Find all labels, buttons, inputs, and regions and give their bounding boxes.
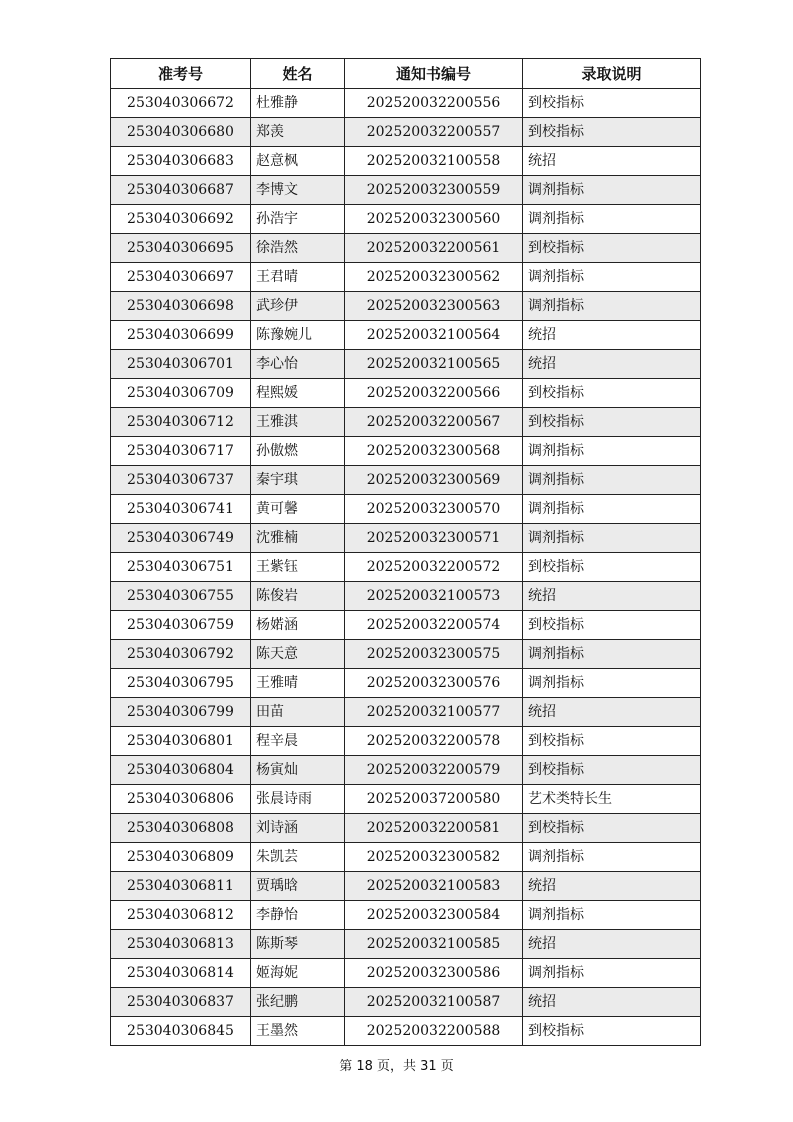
table-row	[111, 553, 701, 582]
student-name-cell: 沈雅楠	[251, 524, 345, 553]
table-row	[111, 408, 701, 437]
notice-number-cell: 202520032200567	[345, 408, 523, 437]
table-row	[111, 176, 701, 205]
admission-note-cell: 到校指标	[523, 89, 701, 118]
admission-note-cell: 调剂指标	[523, 176, 701, 205]
table-row	[111, 321, 701, 350]
student-name-cell: 黄可馨	[251, 495, 345, 524]
notice-number-cell: 202520032100564	[345, 321, 523, 350]
exam-number-cell: 253040306751	[111, 553, 251, 582]
table-row	[111, 988, 701, 1017]
header-notice-number: 通知书编号	[345, 59, 523, 89]
notice-number-cell: 202520032200556	[345, 89, 523, 118]
admission-note-cell: 调剂指标	[523, 669, 701, 698]
exam-number-cell: 253040306814	[111, 959, 251, 988]
exam-number-cell: 253040306697	[111, 263, 251, 292]
table-row	[111, 640, 701, 669]
admission-note-cell: 调剂指标	[523, 437, 701, 466]
student-name-cell: 张纪鹏	[251, 988, 345, 1017]
exam-number-cell: 253040306709	[111, 379, 251, 408]
table-row	[111, 495, 701, 524]
student-name-cell: 武珍伊	[251, 292, 345, 321]
admission-note-cell: 到校指标	[523, 379, 701, 408]
exam-number-cell: 253040306845	[111, 1017, 251, 1046]
exam-number-cell: 253040306683	[111, 147, 251, 176]
notice-number-cell: 202520032200574	[345, 611, 523, 640]
notice-number-cell: 202520032200566	[345, 379, 523, 408]
exam-number-cell: 253040306809	[111, 843, 251, 872]
table-row	[111, 582, 701, 611]
student-name-cell: 程辛晨	[251, 727, 345, 756]
admission-note-cell: 统招	[523, 582, 701, 611]
notice-number-cell: 202520032300571	[345, 524, 523, 553]
student-name-cell: 陈俊岩	[251, 582, 345, 611]
table-body	[111, 89, 701, 1046]
admission-note-cell: 到校指标	[523, 553, 701, 582]
header-exam-number: 准考号	[111, 59, 251, 89]
exam-number-cell: 253040306695	[111, 234, 251, 263]
admission-note-cell: 调剂指标	[523, 901, 701, 930]
table-row	[111, 843, 701, 872]
table-row	[111, 814, 701, 843]
notice-number-cell: 202520032100587	[345, 988, 523, 1017]
notice-number-cell: 202520032300575	[345, 640, 523, 669]
notice-number-cell: 202520032300568	[345, 437, 523, 466]
exam-number-cell: 253040306755	[111, 582, 251, 611]
exam-number-cell: 253040306812	[111, 901, 251, 930]
student-name-cell: 孙傲燃	[251, 437, 345, 466]
exam-number-cell: 253040306749	[111, 524, 251, 553]
notice-number-cell: 202520032300584	[345, 901, 523, 930]
notice-number-cell: 202520032100583	[345, 872, 523, 901]
header-name: 姓名	[251, 59, 345, 89]
notice-number-cell: 202520032200588	[345, 1017, 523, 1046]
student-name-cell: 陈天意	[251, 640, 345, 669]
student-name-cell: 姬海妮	[251, 959, 345, 988]
table-row	[111, 466, 701, 495]
admission-note-cell: 到校指标	[523, 611, 701, 640]
notice-number-cell: 202520032300562	[345, 263, 523, 292]
table-row	[111, 437, 701, 466]
student-name-cell: 徐浩然	[251, 234, 345, 263]
notice-number-cell: 202520032100565	[345, 350, 523, 379]
exam-number-cell: 253040306837	[111, 988, 251, 1017]
admission-note-cell: 调剂指标	[523, 263, 701, 292]
admission-note-cell: 调剂指标	[523, 205, 701, 234]
student-name-cell: 朱凯芸	[251, 843, 345, 872]
admission-note-cell: 统招	[523, 350, 701, 379]
student-name-cell: 王墨然	[251, 1017, 345, 1046]
student-name-cell: 王雅淇	[251, 408, 345, 437]
student-name-cell: 王紫钰	[251, 553, 345, 582]
student-name-cell: 李博文	[251, 176, 345, 205]
exam-number-cell: 253040306672	[111, 89, 251, 118]
admission-note-cell: 统招	[523, 930, 701, 959]
notice-number-cell: 202520032300563	[345, 292, 523, 321]
student-name-cell: 李心怡	[251, 350, 345, 379]
exam-number-cell: 253040306808	[111, 814, 251, 843]
notice-number-cell: 202520032300560	[345, 205, 523, 234]
notice-number-cell: 202520037200580	[345, 785, 523, 814]
student-name-cell: 秦宇琪	[251, 466, 345, 495]
table-row	[111, 89, 701, 118]
notice-number-cell: 202520032100573	[345, 582, 523, 611]
notice-number-cell: 202520032300576	[345, 669, 523, 698]
header-admission-note: 录取说明	[523, 59, 701, 89]
table-header-row	[111, 59, 701, 89]
exam-number-cell: 253040306801	[111, 727, 251, 756]
admission-note-cell: 调剂指标	[523, 959, 701, 988]
table-row	[111, 727, 701, 756]
student-name-cell: 张晨诗雨	[251, 785, 345, 814]
notice-number-cell: 202520032300569	[345, 466, 523, 495]
page-footer: 第 18 页，共 31 页	[339, 1059, 454, 1074]
admission-note-cell: 统招	[523, 988, 701, 1017]
notice-number-cell: 202520032100558	[345, 147, 523, 176]
exam-number-cell: 253040306701	[111, 350, 251, 379]
exam-number-cell: 253040306811	[111, 872, 251, 901]
table-row	[111, 379, 701, 408]
table-row	[111, 118, 701, 147]
exam-number-cell: 253040306813	[111, 930, 251, 959]
table-row	[111, 234, 701, 263]
notice-number-cell: 202520032100577	[345, 698, 523, 727]
exam-number-cell: 253040306799	[111, 698, 251, 727]
table-row	[111, 524, 701, 553]
exam-number-cell: 253040306806	[111, 785, 251, 814]
table-row	[111, 350, 701, 379]
notice-number-cell: 202520032100585	[345, 930, 523, 959]
notice-number-cell: 202520032200581	[345, 814, 523, 843]
student-name-cell: 王君晴	[251, 263, 345, 292]
notice-number-cell: 202520032300570	[345, 495, 523, 524]
exam-number-cell: 253040306692	[111, 205, 251, 234]
table-row	[111, 756, 701, 785]
student-name-cell: 赵意枫	[251, 147, 345, 176]
table-row	[111, 698, 701, 727]
notice-number-cell: 202520032200578	[345, 727, 523, 756]
table-row	[111, 205, 701, 234]
exam-number-cell: 253040306759	[111, 611, 251, 640]
table-row	[111, 901, 701, 930]
exam-number-cell: 253040306792	[111, 640, 251, 669]
student-name-cell: 陈豫婉儿	[251, 321, 345, 350]
admission-note-cell: 调剂指标	[523, 524, 701, 553]
exam-number-cell: 253040306712	[111, 408, 251, 437]
admission-note-cell: 到校指标	[523, 814, 701, 843]
table-row	[111, 611, 701, 640]
table-row	[111, 292, 701, 321]
exam-number-cell: 253040306737	[111, 466, 251, 495]
student-name-cell: 郑羡	[251, 118, 345, 147]
admission-note-cell: 调剂指标	[523, 495, 701, 524]
student-name-cell: 李静怡	[251, 901, 345, 930]
student-name-cell: 杨婼涵	[251, 611, 345, 640]
admission-note-cell: 到校指标	[523, 408, 701, 437]
student-name-cell: 孙浩宇	[251, 205, 345, 234]
student-name-cell: 杜雅静	[251, 89, 345, 118]
student-name-cell: 程熙媛	[251, 379, 345, 408]
admission-note-cell: 调剂指标	[523, 292, 701, 321]
exam-number-cell: 253040306717	[111, 437, 251, 466]
notice-number-cell: 202520032200572	[345, 553, 523, 582]
admission-note-cell: 统招	[523, 872, 701, 901]
exam-number-cell: 253040306698	[111, 292, 251, 321]
table-row	[111, 930, 701, 959]
table-row	[111, 669, 701, 698]
notice-number-cell: 202520032300582	[345, 843, 523, 872]
student-name-cell: 王雅晴	[251, 669, 345, 698]
table-row	[111, 959, 701, 988]
admission-note-cell: 调剂指标	[523, 466, 701, 495]
admission-note-cell: 到校指标	[523, 727, 701, 756]
exam-number-cell: 253040306699	[111, 321, 251, 350]
admission-note-cell: 到校指标	[523, 234, 701, 263]
notice-number-cell: 202520032300586	[345, 959, 523, 988]
table-row	[111, 147, 701, 176]
admission-note-cell: 调剂指标	[523, 843, 701, 872]
student-name-cell: 杨寅灿	[251, 756, 345, 785]
notice-number-cell: 202520032200579	[345, 756, 523, 785]
admission-note-cell: 统招	[523, 147, 701, 176]
admission-table	[110, 58, 701, 1046]
table-row	[111, 1017, 701, 1046]
student-name-cell: 田苗	[251, 698, 345, 727]
table-row	[111, 263, 701, 292]
admission-note-cell: 调剂指标	[523, 640, 701, 669]
student-name-cell: 贾瑀晗	[251, 872, 345, 901]
notice-number-cell: 202520032200557	[345, 118, 523, 147]
admission-note-cell: 艺术类特长生	[523, 785, 701, 814]
exam-number-cell: 253040306795	[111, 669, 251, 698]
exam-number-cell: 253040306804	[111, 756, 251, 785]
notice-number-cell: 202520032200561	[345, 234, 523, 263]
exam-number-cell: 253040306680	[111, 118, 251, 147]
exam-number-cell: 253040306687	[111, 176, 251, 205]
admission-note-cell: 统招	[523, 698, 701, 727]
student-name-cell: 陈斯琴	[251, 930, 345, 959]
table-row	[111, 872, 701, 901]
student-name-cell: 刘诗涵	[251, 814, 345, 843]
admission-note-cell: 到校指标	[523, 756, 701, 785]
admission-note-cell: 统招	[523, 321, 701, 350]
admission-note-cell: 到校指标	[523, 1017, 701, 1046]
admission-note-cell: 到校指标	[523, 118, 701, 147]
notice-number-cell: 202520032300559	[345, 176, 523, 205]
table-row	[111, 785, 701, 814]
exam-number-cell: 253040306741	[111, 495, 251, 524]
